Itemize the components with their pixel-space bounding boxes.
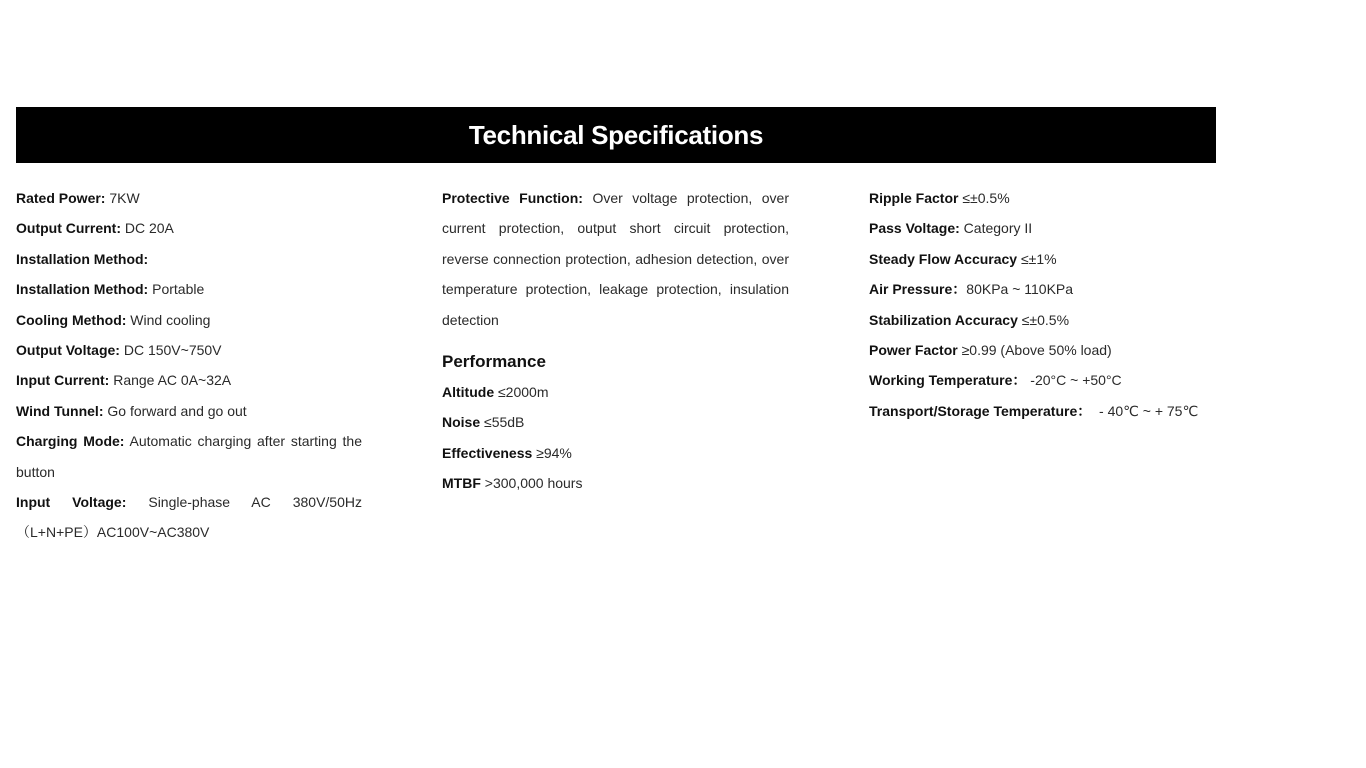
spec-label: Installation Method: [16, 250, 149, 267]
spec-value: Wind cooling [126, 311, 211, 328]
spec-label: Noise [442, 414, 481, 431]
spec-value: Automatic charging after starting the button [16, 433, 362, 480]
spec-value: - 40℃ ~ + 75℃ [1091, 402, 1199, 419]
spec-value: Category II [959, 220, 1033, 237]
spec-output-current [16, 213, 362, 243]
spec-value: ≥0.99 (Above 50% load) [957, 342, 1112, 359]
spec-value: 7KW [105, 190, 140, 206]
spec-value: ≤55dB [480, 414, 525, 431]
spec-value: ≤±0.5% [958, 190, 1010, 206]
spec-power-factor [869, 335, 1229, 365]
spec-label: Output Voltage: [16, 342, 120, 359]
spec-label: Output Current: [16, 220, 121, 237]
spec-label: Transport/Storage Temperature： [869, 402, 1092, 419]
spec-label: Charging Mode: [16, 433, 125, 450]
spec-working-temperature [869, 365, 1229, 395]
spec-steady-flow-accuracy [869, 244, 1229, 274]
performance-heading: Performance [442, 352, 546, 372]
spec-label: Input Voltage: [16, 494, 127, 511]
spec-label: Installation Method: [16, 281, 149, 298]
spec-label: Ripple Factor [869, 190, 959, 206]
title-banner [16, 107, 1216, 163]
spec-label: Effectiveness [442, 444, 533, 461]
spec-air-pressure [869, 274, 1229, 304]
spec-value: 80KPa ~ 110KPa [966, 281, 1074, 298]
spec-ripple-factor [869, 183, 1229, 213]
spec-installation-method-portable [16, 274, 362, 304]
spec-value: ≤±1% [1017, 250, 1057, 267]
spec-value: Single-phase AC 380V/50Hz （L+N+PE）AC100V~AC380V [16, 494, 362, 541]
spec-column-1 [16, 183, 362, 548]
spec-value: Go forward and go out [103, 402, 247, 419]
spec-transport-storage-temperature [869, 396, 1229, 426]
spec-label: Power Factor [869, 342, 958, 359]
spec-input-current [16, 365, 362, 395]
spec-label: Working Temperature： [869, 372, 1027, 389]
spec-pass-voltage [869, 213, 1229, 243]
spec-mtbf [442, 468, 789, 498]
spec-stabilization-accuracy [869, 305, 1229, 335]
spec-value: DC 20A [120, 220, 174, 237]
spec-value: Over voltage protection, over current protection, output short circuit protection, reverse connection protection, adhesion detection, over temperature protection, leakage protection, insulation detection [442, 190, 789, 328]
spec-label: Protective Function: [442, 190, 583, 206]
spec-value: ≤±0.5% [1017, 311, 1070, 328]
spec-label: Stabilization Accuracy [869, 311, 1018, 328]
spec-value: -20°C ~ +50°C [1026, 372, 1122, 389]
spec-label: Cooling Method: [16, 311, 127, 328]
spec-output-voltage [16, 335, 362, 365]
spec-label: Altitude [442, 384, 495, 401]
spec-label: Wind Tunnel: [16, 402, 104, 419]
spec-value: ≥94% [532, 444, 572, 461]
spec-protective-function [442, 183, 789, 335]
spec-wind-tunnel [16, 396, 362, 426]
spec-value: Range AC 0A~32A [109, 372, 232, 389]
spec-installation-method [16, 244, 362, 274]
spec-label: Input Current: [16, 372, 110, 389]
spec-noise [442, 407, 789, 437]
spec-value: Portable [148, 281, 205, 298]
spec-cooling-method [16, 305, 362, 335]
spec-altitude [442, 377, 789, 407]
spec-column-2 [442, 183, 789, 499]
spec-value: ≤2000m [494, 384, 549, 401]
spec-label: MTBF [442, 475, 481, 492]
spec-effectiveness [442, 438, 789, 468]
spec-label: Air Pressure： [869, 281, 967, 298]
spec-value: >300,000 hours [480, 475, 583, 492]
spec-value: DC 150V~750V [119, 342, 222, 359]
spec-label: Pass Voltage: [869, 220, 960, 237]
page-title: Technical Specifications [468, 119, 764, 150]
spec-rated-power [16, 183, 362, 213]
spec-column-3 [869, 183, 1229, 426]
spec-input-voltage [16, 487, 362, 548]
spec-label: Steady Flow Accuracy [869, 250, 1018, 267]
spec-label: Rated Power: [16, 190, 106, 206]
spec-charging-mode [16, 426, 362, 487]
